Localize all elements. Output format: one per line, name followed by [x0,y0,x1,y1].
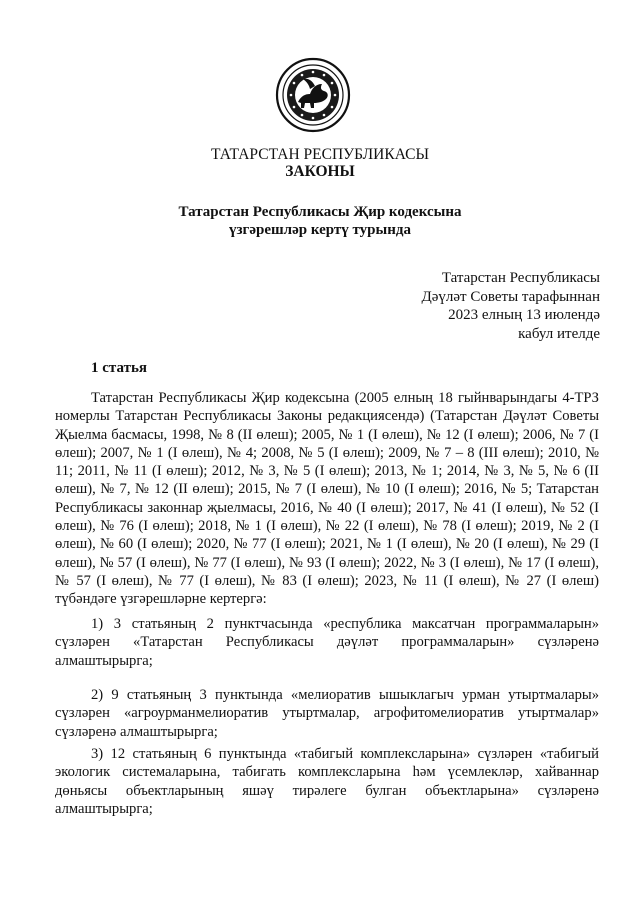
article-paragraph-4: 3) 12 статьяның 6 пунктында «табигый комплексларына» сүзләрен «табигый экологик системаларына, табигать комплексларына һәм үсемлекләр, хайваннар дөньясы объектларының яшәү тирәлеге булган объектларына» сүзләренә алмаштырырга; [55,746,599,817]
adoption-line-2: Дәүләт Советы тарафыннан [421,288,600,305]
article-heading: 1 статья [91,360,147,376]
republic-title: ТАТАРСТАН РЕСПУБЛИКАСЫ [211,146,429,163]
subtitle-line-2: үзгәрешләр кертү турында [229,222,411,238]
law-title: ЗАКОНЫ [285,163,355,180]
article-paragraph-3: 2) 9 статьяның 3 пунктында «мелиоратив ышыклагыч урман утыртмалары» сүзләрен «агроурманмелиоратив утыртмалар, агрофитомелиоратив утыртмалар» сүзләренә алмаштырырга; [55,687,599,740]
adoption-line-3: 2023 елның 13 июлендә [448,307,600,323]
subtitle-line-1: Татарстан Республикасы Җир кодексына [178,204,462,220]
adoption-line-4: кабул ителде [518,325,600,342]
adoption-note [340,269,600,343]
article-paragraph-1: Татарстан Республикасы Җир кодексына (2005 елның 18 гыйнварындагы 4-ТРЗ номерлы Татарстан Республикасы Законы редакциясендә) (Татарстан Дәүләт Советы Җыелма басмасы, 1998, № 8 (II өлеш); 2005, № 1 (I өлеш), № 12 (I өлеш); 2006, № 7 (I өлеш); 2007, № 1 (I өлеш), № 4; 2008, № 5 (I өлеш); 2009, № 7 – 8 (III өлеш); 2010, № 11; 2011, № 11 (I өлеш); 2012, № 3, № 5 (I өлеш); 2013, № 1; 2014, № 3, № 5, № 6 (II өлеш), № 7, № 12 (II өлеш); 2015, № 7 (I өлеш), № 10 (I өлеш); 2016, № 5; Татарстан Республикасы законнар җыелмасы, 2016, № 40 (I өлеш); 2017, № 41 (I өлеш), № 52 (I өлеш), № 76 (I өлеш); 2018, № 1 (I өлеш), № 22 (I өлеш), № 78 (I өлеш); 2019, № 2 (I өлеш), № 60 (I өлеш); 2020, № 77 (I өлеш); 2021, № 1 (I өлеш), № 20 (I өлеш), № 29 (I өлеш), № 57 (I өлеш), № 77 (I өлеш), № 93 (I өлеш); 2022, № 3 (I өлеш), № 17 (I өлеш), № 57 (I өлеш), № 77 (I өлеш), № 83 (I өлеш); 2023, № 11 (I өлеш), № 27 (I өлеш) түбәндәге үзгәрешләрне кертергә: [55,390,599,608]
adoption-line-1: Татарстан Республикасы [441,270,600,286]
tatarstan-coat-of-arms-icon [274,56,352,134]
article-paragraph-2: 1) 3 статьяның 2 пунктчасында «республика максатчан программаларын» сүзләрен «Татарстан Республикасы дәүләт программаларын» сүзләренә алмаштырырга; [55,616,599,669]
law-subtitle [60,203,580,239]
